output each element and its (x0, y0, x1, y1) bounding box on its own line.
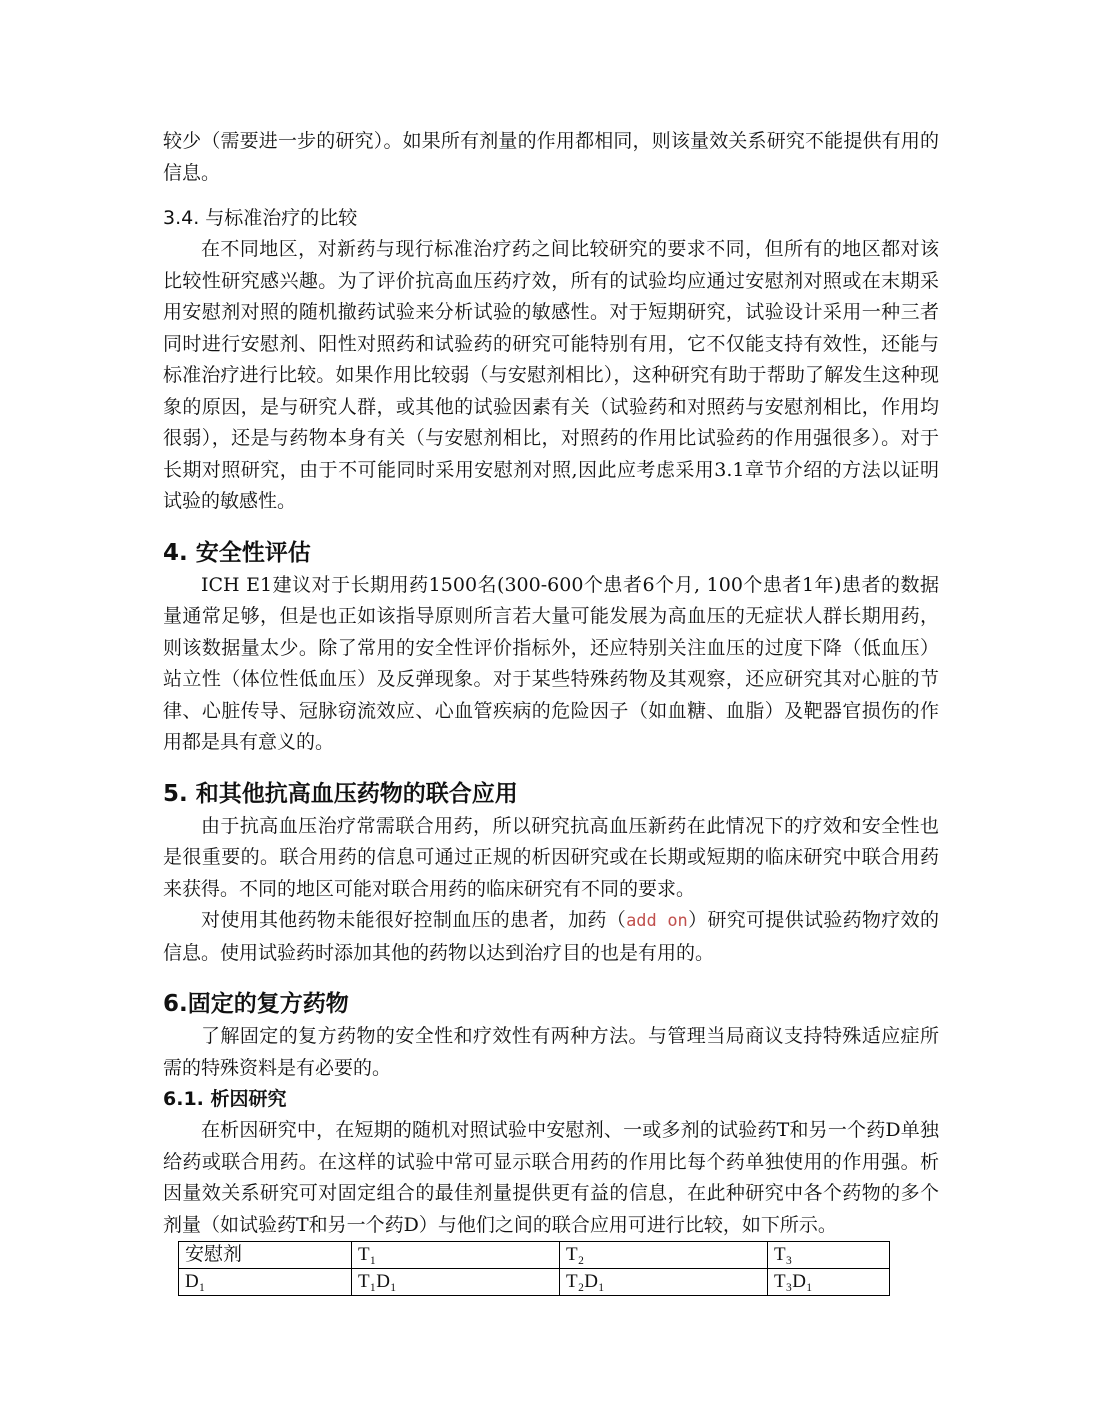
table-cell: T₁D₁ (352, 1269, 560, 1296)
table-cell: T₂D₁ (560, 1269, 768, 1296)
table-cell: 安慰剂 (179, 1242, 352, 1269)
table-cell: T₁ (352, 1242, 560, 1269)
continued-paragraph: 较少（需要进一步的研究）。如果所有剂量的作用都相同，则该量效关系研究不能提供有用的信息。 (163, 130, 939, 184)
table-cell: T₃D₁ (768, 1269, 890, 1296)
section-5-body-2-post: ）研究可提供试验药物疗效的信息。使用试验药时添加其他的药物以达到治疗目的也是有用的。 (163, 909, 939, 964)
table-cell: D₁ (179, 1269, 352, 1296)
add-on-term: add on (626, 911, 688, 931)
section-4-body: ICH E1建议对于长期用药1500名(300-600个患者6个月, 100个患者1年)患者的数据量通常足够，但是也正如该指导原则所言若大量可能发展为高血压的无症状人群长期用药，则该数据量太少。除了常用的安全性评价指标外，还应特别关注血压的过度下降（低血压）站立性（体位性低血压）及反弹现象。对于某些特殊药物及其观察，还应研究其对心脏的节律、心脏传导、冠脉窃流效应、心血管疾病的危险因子（如血糖、血脂）及靶器官损伤的作用都是具有意义的。 (163, 573, 939, 753)
section-5-heading: 5. 和其他抗高血压药物的联合应用 (163, 780, 518, 807)
section-5-body-1: 由于抗高血压治疗常需联合用药，所以研究抗高血压新药在此情况下的疗效和安全性也是很重要的。联合用药的信息可通过正规的析因研究或在长期或短期的临床研究中联合用药来获得。不同的地区可能对联合用药的临床研究有不同的要求。 (163, 814, 939, 900)
section-6-1-body: 在析因研究中，在短期的随机对照试验中安慰剂、一或多剂的试验药T和另一个药D单独给药或联合用药。在这样的试验中常可显示联合用药的作用比每个药单独使用的作用强。析因量效关系研究可对固定组合的最佳剂量提供更有益的信息，在此种研究中各个药物的多个剂量（如试验药T和另一个药D）与他们之间的联合应用可进行比较，如下所示。 (163, 1119, 939, 1236)
section-4-heading: 4. 安全性评估 (163, 539, 311, 566)
section-5-body-2 (163, 905, 939, 969)
section-6-1-heading: 6.1. 析因研究 (163, 1088, 287, 1110)
section-5-body-2-pre: 对使用其他药物未能很好控制血压的患者，加药（ (201, 909, 627, 931)
section-6-body: 了解固定的复方药物的安全性和疗效性有两种方法。与管理当局商议支持特殊适应症所需的特殊资料是有必要的。 (163, 1025, 939, 1079)
factorial-design-table (178, 1241, 890, 1296)
section-3-4-body: 在不同地区，对新药与现行标准治疗药之间比较研究的要求不同，但所有的地区都对该比较性研究感兴趣。为了评价抗高血压药疗效，所有的试验均应通过安慰剂对照或在末期采用安慰剂对照的随机撤药试验来分析试验的敏感性。对于短期研究，试验设计采用一种三者同时进行安慰剂、阳性对照药和试验药的研究可能特别有用，它不仅能支持有效性，还能与标准治疗进行比较。如果作用比较弱（与安慰剂相比），这种研究有助于帮助了解发生这种现象的原因，是与研究人群，或其他的试验因素有关（试验药和对照药与安慰剂相比，作用均很弱），还是与药物本身有关（与安慰剂相比，对照药的作用比试验药的作用强很多）。对于长期对照研究，由于不可能同时采用安慰剂对照,因此应考虑采用3.1章节介绍的方法以证明试验的敏感性。 (163, 238, 939, 512)
section-3-4-heading: 3.4. 与标准治疗的比较 (163, 207, 358, 229)
table-row (179, 1242, 890, 1269)
table-row (179, 1269, 890, 1296)
table-cell: T₂ (560, 1242, 768, 1269)
section-6-heading: 6.固定的复方药物 (163, 991, 349, 1017)
document-page (163, 126, 939, 1296)
table-cell: T₃ (768, 1242, 890, 1269)
